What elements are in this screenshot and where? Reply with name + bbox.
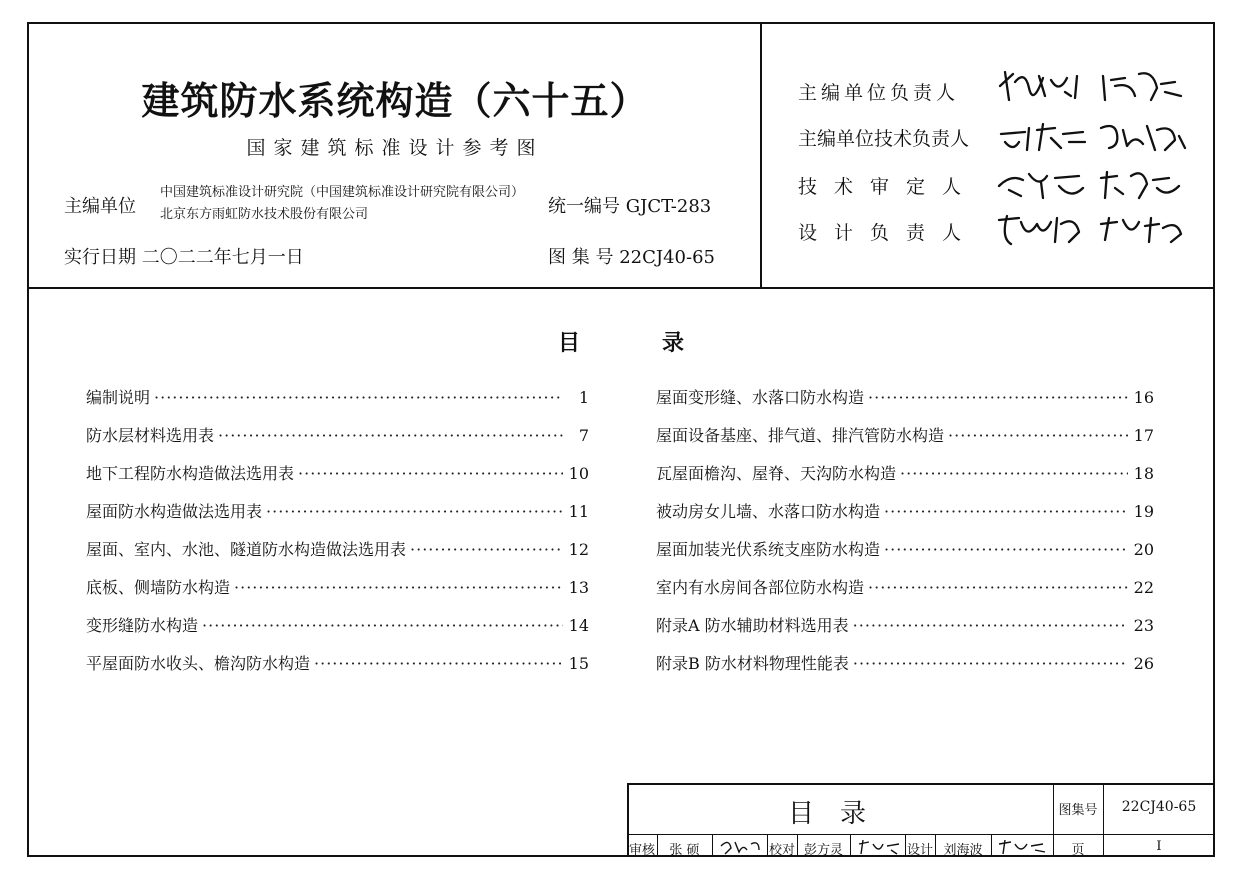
- toc-entry-page: 16: [1133, 388, 1154, 407]
- title-block-page-number: I: [1156, 839, 1162, 854]
- title-block-hline: [627, 834, 1215, 835]
- toc-entry-page: 18: [1133, 464, 1154, 483]
- checker-name: 彭方灵: [803, 843, 843, 858]
- designer-name: 刘海波: [943, 843, 983, 858]
- toc-entry-title: 附录A 防水辅助材料选用表: [656, 616, 849, 635]
- toc-entry-page: 11: [568, 502, 589, 521]
- toc-entry-page: 22: [1133, 578, 1154, 597]
- check-label: 校对: [768, 843, 795, 858]
- toc-entry-title: 屋面变形缝、水落口防水构造: [656, 388, 865, 407]
- toc-leader: [884, 502, 1128, 521]
- signature-3b: [1095, 164, 1190, 202]
- toc-leader: [154, 388, 563, 407]
- design-label: 设计: [906, 843, 933, 858]
- title-block-vline: [712, 834, 713, 857]
- toc-entry-page: 13: [568, 578, 589, 597]
- reviewer-name: 张 硕: [669, 843, 700, 858]
- toc-entry-page: 12: [568, 540, 589, 559]
- unified-number-value: GJCT-283: [625, 196, 712, 217]
- toc-entry-title: 防水层材料选用表: [86, 426, 215, 445]
- toc-leader: [314, 654, 563, 673]
- header-divider: [27, 287, 1215, 289]
- toc-heading-left: 目: [558, 330, 581, 356]
- checker-signature: [855, 836, 901, 856]
- unified-number: [548, 192, 711, 218]
- signature-1a: [995, 66, 1090, 104]
- toc-leader: [868, 578, 1128, 597]
- atlas-number-label: 图 集 号: [548, 247, 614, 268]
- toc-entry[interactable]: [656, 537, 1154, 559]
- toc-entry-title: 变形缝防水构造: [86, 616, 199, 635]
- toc-entry-title: 底板、侧墙防水构造: [86, 578, 231, 597]
- title-block-vline: [991, 834, 992, 857]
- toc-leader: [234, 578, 563, 597]
- toc-leader: [868, 388, 1128, 407]
- approval-role-2: 主编单位技术负责人: [798, 128, 970, 150]
- toc-entry[interactable]: [656, 499, 1154, 521]
- toc-leader: [900, 464, 1128, 483]
- approval-role-3: 技术审定人: [798, 176, 979, 198]
- toc-leader: [298, 464, 563, 483]
- toc-entry-title: 瓦屋面檐沟、屋脊、天沟防水构造: [656, 464, 897, 483]
- title-block-atlas-number: 22CJ40-65: [1121, 799, 1197, 815]
- unified-number-label: 统一编号: [548, 196, 620, 217]
- toc-entry[interactable]: [86, 537, 589, 559]
- toc-entry-page: 20: [1133, 540, 1154, 559]
- toc-entry-page: 1: [578, 388, 589, 407]
- effective-date-value: 二〇二二年七月一日: [141, 247, 304, 268]
- toc-entry[interactable]: [656, 575, 1154, 597]
- toc-entry-page: 23: [1133, 616, 1154, 635]
- signature-2a: [995, 116, 1090, 154]
- toc-entry[interactable]: [656, 613, 1154, 635]
- toc-entry[interactable]: [86, 385, 589, 407]
- approval-role-1: 主编单位负责人: [798, 82, 960, 104]
- document-title: 建筑防水系统构造（六十五）: [141, 78, 649, 123]
- signature-2b: [1095, 116, 1190, 154]
- toc-entry[interactable]: [86, 499, 589, 521]
- toc-entry-title: 屋面加装光伏系统支座防水构造: [656, 540, 881, 559]
- toc-entry-page: 7: [578, 426, 589, 445]
- toc-leader: [202, 616, 563, 635]
- effective-date: [64, 243, 304, 269]
- signature-1b: [1095, 66, 1190, 104]
- toc-entry-title: 编制说明: [86, 388, 151, 407]
- title-block-title: 目录: [787, 799, 892, 829]
- atlas-number: [548, 243, 715, 269]
- toc-leader: [948, 426, 1128, 445]
- toc-entry-title: 被动房女儿墙、水落口防水构造: [656, 502, 881, 521]
- toc-entry-page: 19: [1133, 502, 1154, 521]
- title-block-page-label: 页: [1071, 843, 1085, 858]
- reviewer-signature: [717, 836, 763, 856]
- editor-unit-1: 中国建筑标准设计研究院（中国建筑标准设计研究院有限公司）: [160, 185, 525, 200]
- approval-role-4: 设计负责人: [798, 222, 979, 244]
- signature-3a: [995, 164, 1090, 202]
- toc-leader: [410, 540, 563, 559]
- toc-leader: [853, 616, 1128, 635]
- toc-entry-page: 10: [568, 464, 589, 483]
- toc-entry-title: 屋面防水构造做法选用表: [86, 502, 263, 521]
- signature-4a: [995, 208, 1090, 246]
- signature-4b: [1095, 208, 1190, 246]
- toc-entry-title: 屋面、室内、水池、隧道防水构造做法选用表: [86, 540, 407, 559]
- toc-entry[interactable]: [86, 461, 589, 483]
- toc-leader: [218, 426, 563, 445]
- document-subtitle: 国家建筑标准设计参考图: [246, 137, 544, 159]
- toc-entry[interactable]: [86, 651, 589, 673]
- toc-entry[interactable]: [656, 461, 1154, 483]
- toc-entry-page: 26: [1133, 654, 1154, 673]
- toc-entry[interactable]: [86, 613, 589, 635]
- toc-entry[interactable]: [656, 385, 1154, 407]
- title-block-atlas-label: 图集号: [1058, 803, 1098, 818]
- toc-leader: [884, 540, 1128, 559]
- editor-label: 主编单位: [64, 196, 136, 217]
- atlas-number-value: 22CJ40-65: [619, 247, 715, 268]
- toc-entry-title: 屋面设备基座、排气道、排汽管防水构造: [656, 426, 945, 445]
- toc-entry[interactable]: [656, 423, 1154, 445]
- toc-entry-page: 15: [568, 654, 589, 673]
- toc-entry-title: 附录B 防水材料物理性能表: [656, 654, 849, 673]
- header-vertical-divider: [760, 22, 762, 287]
- toc-entry-title: 室内有水房间各部位防水构造: [656, 578, 865, 597]
- editor-unit-2: 北京东方雨虹防水技术股份有限公司: [160, 207, 369, 222]
- toc-entry-title: 地下工程防水构造做法选用表: [86, 464, 295, 483]
- toc-leader: [266, 502, 563, 521]
- toc-heading-right: 录: [662, 330, 685, 356]
- title-block-vline: [850, 834, 851, 857]
- toc-entry[interactable]: [86, 423, 589, 445]
- review-label: 审核: [628, 843, 655, 858]
- toc-entry-page: 17: [1133, 426, 1154, 445]
- title-block: [627, 783, 1215, 857]
- designer-signature: [995, 836, 1049, 856]
- toc-entry-title: 平屋面防水收头、檐沟防水构造: [86, 654, 311, 673]
- effective-date-label: 实行日期: [64, 247, 136, 268]
- toc-entry-page: 14: [568, 616, 589, 635]
- toc-leader: [853, 654, 1128, 673]
- toc-entry[interactable]: [86, 575, 589, 597]
- toc-entry[interactable]: [656, 651, 1154, 673]
